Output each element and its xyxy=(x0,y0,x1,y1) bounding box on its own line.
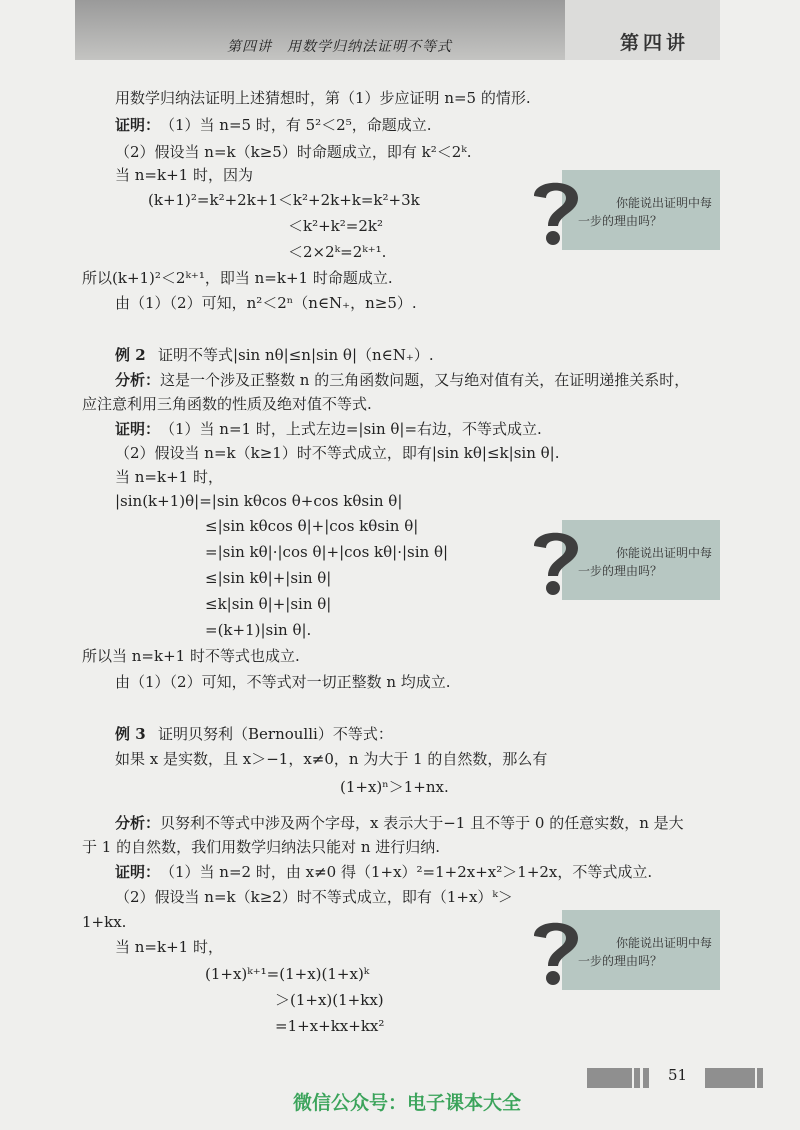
equation-line: |sin(k+1)θ|=|sin kθcos θ+cos kθsin θ| xyxy=(115,492,403,510)
equation-line: (1+x)ⁿ＞1+nx. xyxy=(340,778,449,796)
text-line: （2）假设当 n=k（k≥2）时不等式成立，即有（1+x）ᵏ＞ xyxy=(115,888,513,906)
equation-line: (k+1)²=k²+2k+1＜k²+2k+k=k²+3k xyxy=(148,191,420,209)
callout-text-line2: 一步的理由吗？ xyxy=(578,954,663,968)
example-label: 例 2 xyxy=(115,346,146,364)
text-line: （1）当 n=5 时，有 5²＜2⁵，命题成立. xyxy=(160,116,432,134)
text-line: 证明贝努利（Bernoulli）不等式： xyxy=(158,725,393,743)
analysis-label: 分析： xyxy=(115,371,161,389)
text-line: 所以当 n=k+1 时不等式也成立. xyxy=(82,647,300,665)
text-line: 应注意利用三角函数的性质及绝对值不等式. xyxy=(82,395,372,413)
example-label: 例 3 xyxy=(115,725,146,743)
callout-text-line1: 你能说出证明中每 xyxy=(616,936,713,950)
equation-line: ≤k|sin θ|+|sin θ| xyxy=(205,595,332,613)
text-line: 当 n=k+1 时， xyxy=(115,468,223,486)
equation-line: ≤|sin kθ|+|sin θ| xyxy=(205,569,332,587)
callout-box xyxy=(520,520,720,600)
text-line: 这是一个涉及正整数 n 的三角函数问题，又与绝对值有关，在证明递推关系时， xyxy=(160,371,690,389)
header-title: 第四讲 用数学归纳法证明不等式 xyxy=(227,39,452,55)
text-line: （2）假设当 n=k（k≥5）时命题成立，即有 k²＜2ᵏ. xyxy=(115,143,472,161)
text-line: 贝努利不等式中涉及两个字母，x 表示大于−1 且不等于 0 的任意实数，n 是大 xyxy=(160,814,684,832)
text-line: 于 1 的自然数，我们用数学归纳法只能对 n 进行归纳. xyxy=(82,838,441,856)
text-line: （1）当 n=2 时，由 x≠0 得（1+x）²=1+2x+x²＞1+2x，不等式成立. xyxy=(160,863,653,881)
text-line: 1+kx. xyxy=(82,913,127,931)
text-line: （2）假设当 n=k（k≥1）时不等式成立，即有|sin kθ|≤k|sin θ|. xyxy=(115,444,560,462)
equation-line: =(k+1)|sin θ|. xyxy=(205,621,312,639)
equation-line: ≤|sin kθcos θ|+|cos kθsin θ| xyxy=(205,517,419,535)
proof-label: 证明： xyxy=(115,420,161,438)
proof-label: 证明： xyxy=(115,116,161,134)
equation-line: =|sin kθ|·|cos θ|+|cos kθ|·|sin θ| xyxy=(205,543,449,561)
analysis-label: 分析： xyxy=(115,814,161,832)
text-line: 当 n=k+1 时， xyxy=(115,938,223,956)
callout-text-line2: 一步的理由吗？ xyxy=(578,564,663,578)
text-line: 当 n=k+1 时，因为 xyxy=(115,166,253,184)
proof-label: 证明： xyxy=(115,863,161,881)
text-line: 由（1）（2）可知，不等式对一切正整数 n 均成立. xyxy=(115,673,451,691)
page-number: 51 xyxy=(668,1066,688,1084)
text-line: 由（1）（2）可知，n²＜2ⁿ（n∈N₊，n≥5）. xyxy=(115,294,417,312)
text-line: 证明不等式|sin nθ|≤n|sin θ|（n∈N₊）. xyxy=(158,346,434,364)
text-line: （1）当 n=1 时，上式左边=|sin θ|=右边，不等式成立. xyxy=(160,420,542,438)
watermark-text: 微信公众号：电子课本大全 xyxy=(293,1092,522,1114)
equation-line: ＞(1+x)(1+kx) xyxy=(275,991,384,1009)
callout-text-line1: 你能说出证明中每 xyxy=(616,196,713,210)
equation-line: (1+x)ᵏ⁺¹=(1+x)(1+x)ᵏ xyxy=(205,965,370,983)
callout-box xyxy=(520,910,720,990)
callout-box xyxy=(520,170,720,250)
callout-text-line1: 你能说出证明中每 xyxy=(616,546,713,560)
text-line: 所以(k+1)²＜2ᵏ⁺¹，即当 n=k+1 时命题成立. xyxy=(82,269,393,287)
callout-text-line2: 一步的理由吗？ xyxy=(578,214,663,228)
equation-line: ＜k²+k²=2k² xyxy=(288,217,383,235)
text-line: 如果 x 是实数，且 x＞−1，x≠0，n 为大于 1 的自然数，那么有 xyxy=(115,750,548,768)
chapter-tab-label: 第四讲 xyxy=(620,32,690,54)
equation-line: ＜2×2ᵏ=2ᵏ⁺¹. xyxy=(288,243,387,261)
equation-line: =1+x+kx+kx² xyxy=(275,1017,385,1035)
text-line: 用数学归纳法证明上述猜想时，第（1）步应证明 n=5 的情形. xyxy=(115,89,531,107)
